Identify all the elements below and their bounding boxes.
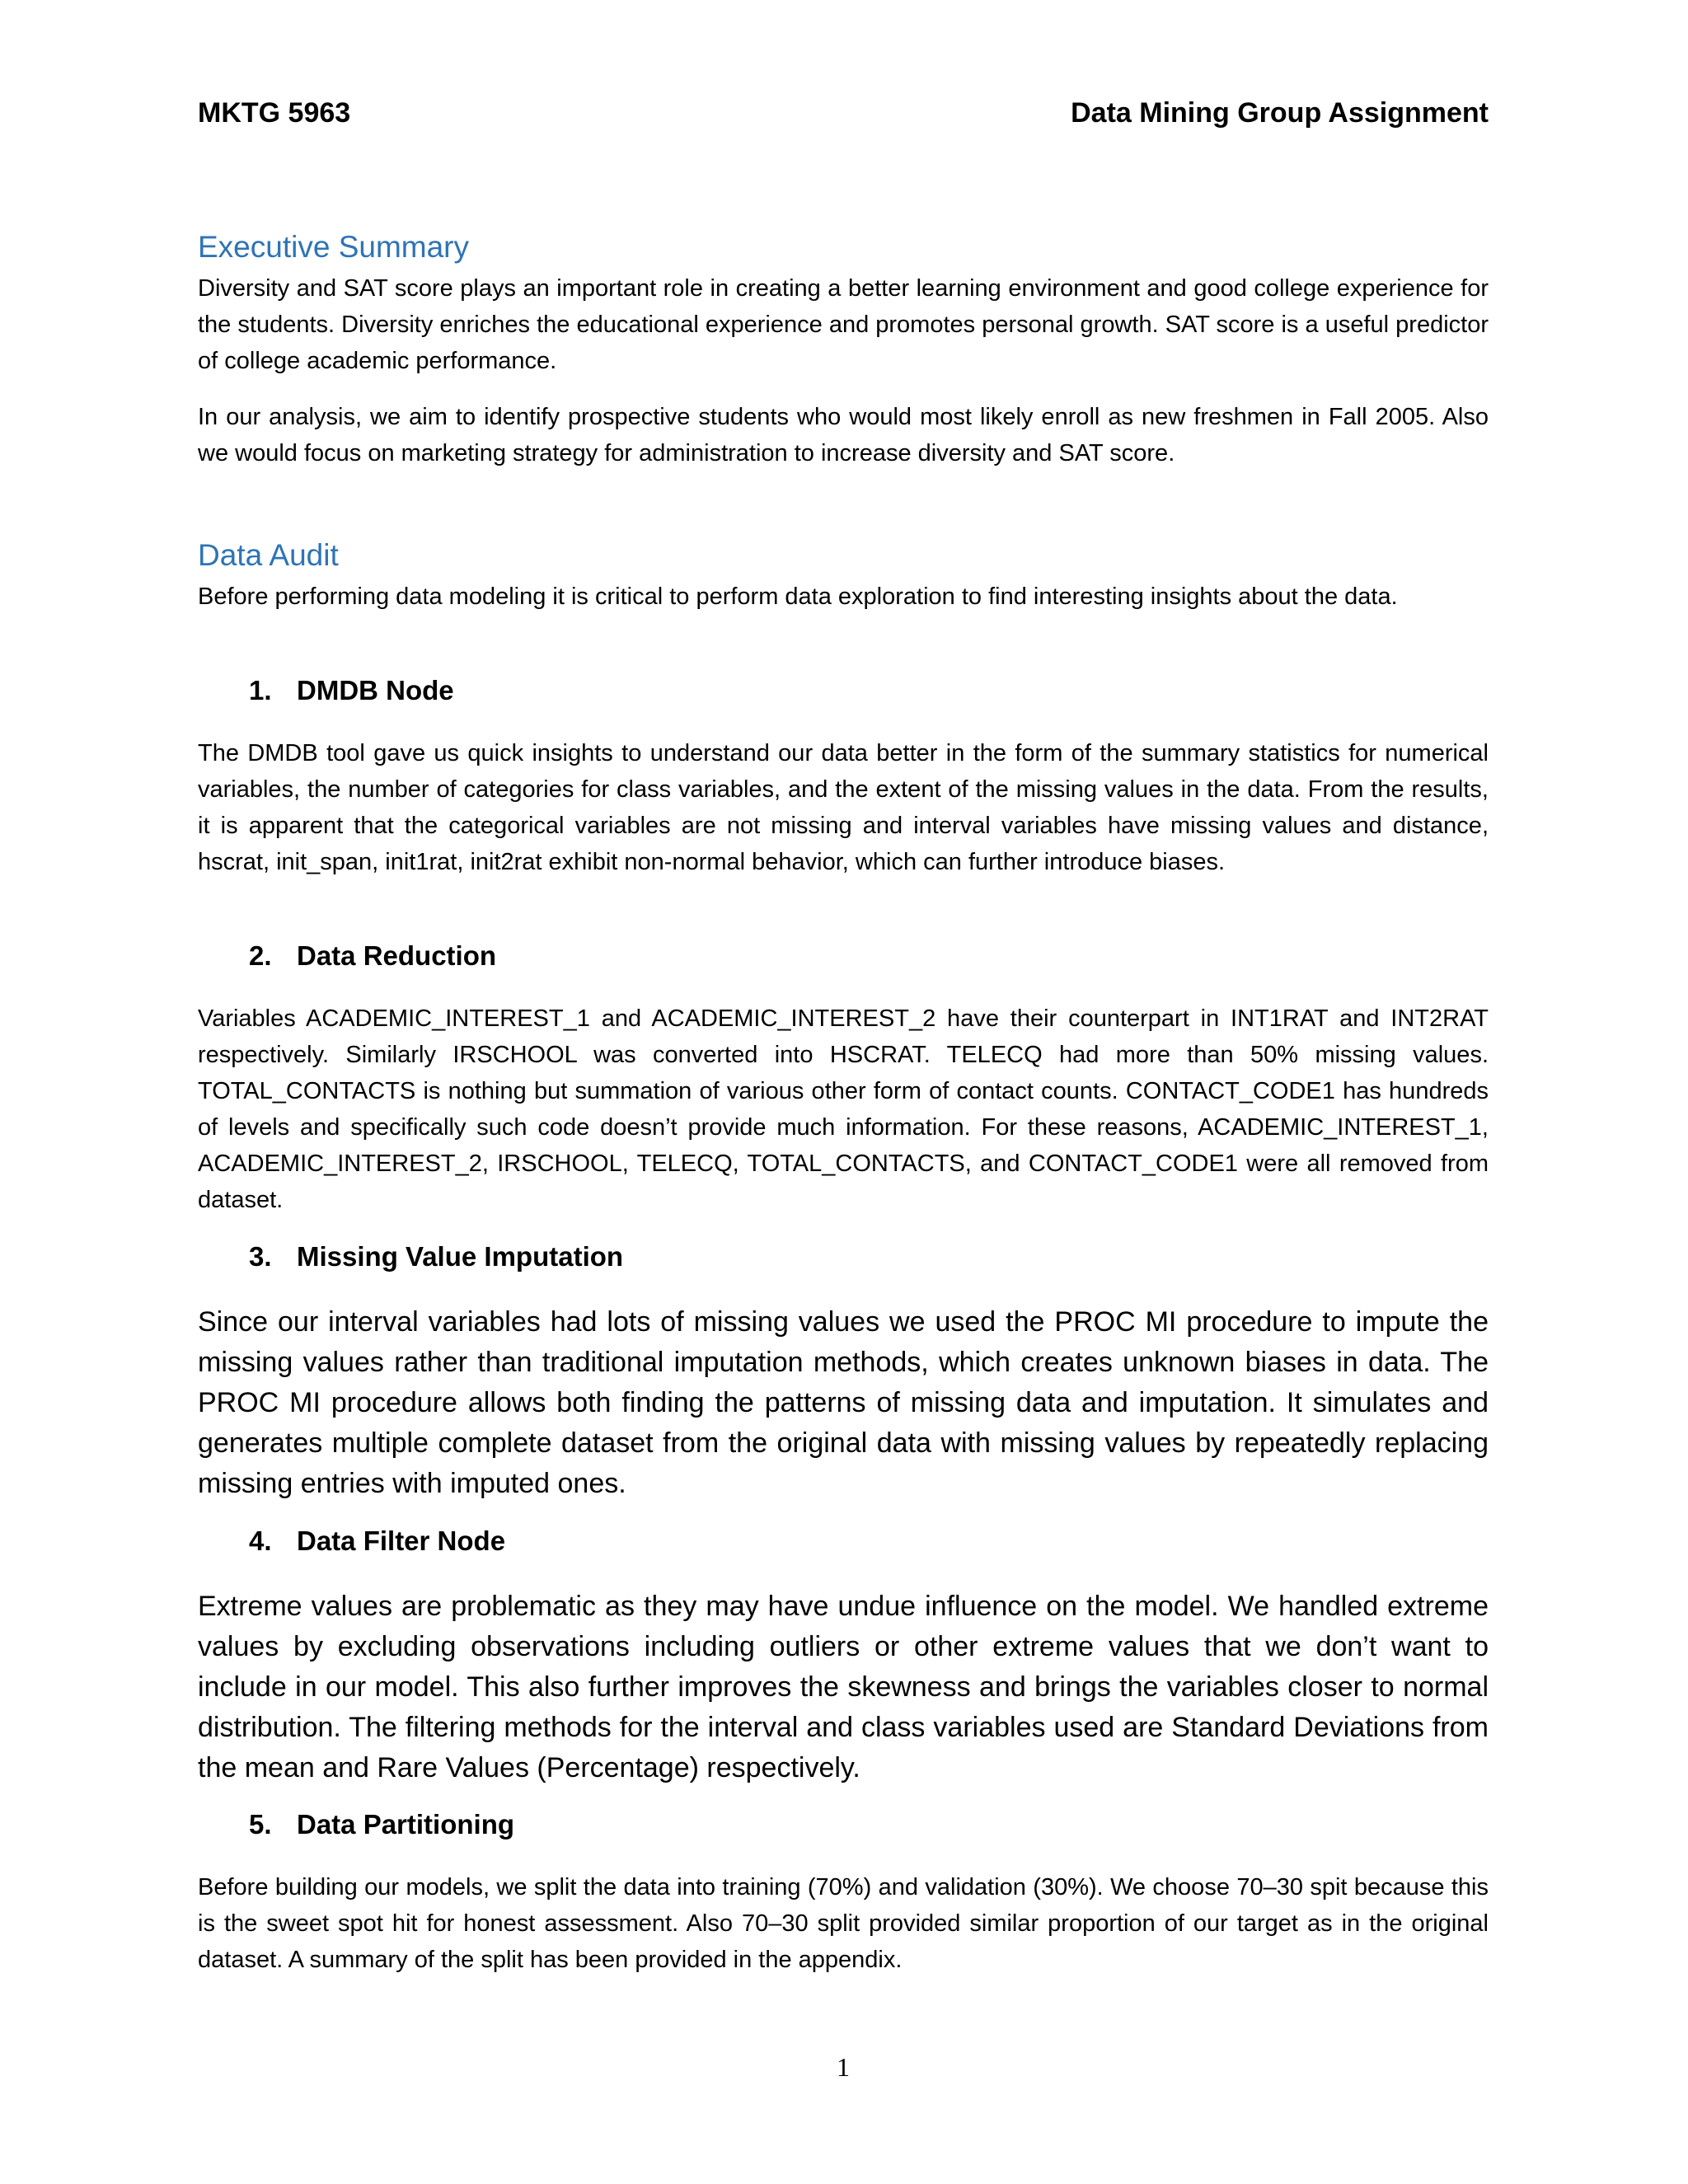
document-title: Data Mining Group Assignment <box>1071 97 1489 129</box>
page-number: 1 <box>837 2052 850 2082</box>
section-title: Data Reduction <box>297 940 497 971</box>
section-number: 1. <box>249 675 272 705</box>
section-title: Data Partitioning <box>297 1809 515 1840</box>
section-number: 2. <box>249 940 272 971</box>
data-audit-heading: Data Audit <box>198 538 339 572</box>
executive-summary-paragraph-1: Diversity and SAT score plays an important role in creating a better learning environment and good college experience for the students. Diversity enriches the educational experience and promotes personal growth. SAT score is a useful predictor of college academic performance. <box>198 275 1489 374</box>
executive-summary-heading: Executive Summary <box>198 230 469 264</box>
section-body-data-filter-node: Extreme values are problematic as they may have undue influence on the model. We handled extreme values by excluding observations including outliers or other extreme values that we don’t want to include in our model. This also further improves the skewness and brings the variables closer to normal distribution. The filtering methods for the interval and class variables used are Standard Deviations from the mean and Rare Values (Percentage) respectively. <box>198 1591 1489 1783</box>
section-heading-missing-value-imputation <box>249 1240 623 1273</box>
page-header <box>198 97 1489 138</box>
section-title: DMDB Node <box>297 675 454 705</box>
section-body-dmdb-node: The DMDB tool gave us quick insights to understand our data better in the form of the summary statistics for numerical variables, the number of categories for class variables, and the extent of the missing values in the data. From the results, it is apparent that the categorical variables are not missing and interval variables have missing values and distance, hscrat, init_span, init1rat, init2rat exhibit non-normal behavior, which can further introduce biases. <box>198 740 1489 875</box>
section-heading-dmdb-node <box>249 674 454 707</box>
section-body-missing-value-imputation: Since our interval variables had lots of missing values we used the PROC MI procedure to impute the missing values rather than traditional imputation methods, which creates unknown biases in data. The PROC MI procedure allows both finding the patterns of missing data and imputation. It simulates and generates multiple complete dataset from the original data with missing values by repeatedly replacing missing entries with imputed ones. <box>198 1306 1489 1499</box>
section-number: 3. <box>249 1241 272 1272</box>
section-heading-data-partitioning <box>249 1808 514 1841</box>
section-title: Missing Value Imputation <box>297 1241 624 1272</box>
section-heading-data-filter-node <box>249 1525 505 1558</box>
section-number: 5. <box>249 1809 272 1840</box>
course-code: MKTG 5963 <box>198 97 351 129</box>
section-title: Data Filter Node <box>297 1526 506 1556</box>
document-page <box>198 0 1489 2184</box>
executive-summary-paragraph-2: In our analysis, we aim to identify prospective students who would most likely enroll as new freshmen in Fall 2005. Also we would focus on marketing strategy for administration to increase diversity and SAT score. <box>198 404 1489 466</box>
section-body-data-reduction: Variables ACADEMIC_INTEREST_1 and ACADEMIC_INTEREST_2 have their counterpart in INT1RAT and INT2RAT respectively. Similarly IRSCHOOL was converted into HSCRAT. TELECQ had more than 50% missing values. TOTAL_CONTACTS is nothing but summation of various other form of contact counts. CONTACT_CODE1 has hundreds of levels and specifically such code doesn’t provide much information. For these reasons, ACADEMIC_INTEREST_1, ACADEMIC_INTEREST_2, IRSCHOOL, TELECQ, TOTAL_CONTACTS, and CONTACT_CODE1 were all removed from dataset. <box>198 1005 1489 1213</box>
section-body-data-partitioning: Before building our models, we split the data into training (70%) and validation (30%). We choose 70–30 spit because this is the sweet spot hit for honest assessment. Also 70–30 split provided similar proportion of our target as in the original dataset. A summary of the split has been provided in the appendix. <box>198 1874 1489 1973</box>
section-number: 4. <box>249 1526 272 1556</box>
data-audit-intro: Before performing data modeling it is critical to perform data exploration to find interesting insights about the data. <box>198 583 1398 610</box>
section-heading-data-reduction <box>249 940 496 972</box>
